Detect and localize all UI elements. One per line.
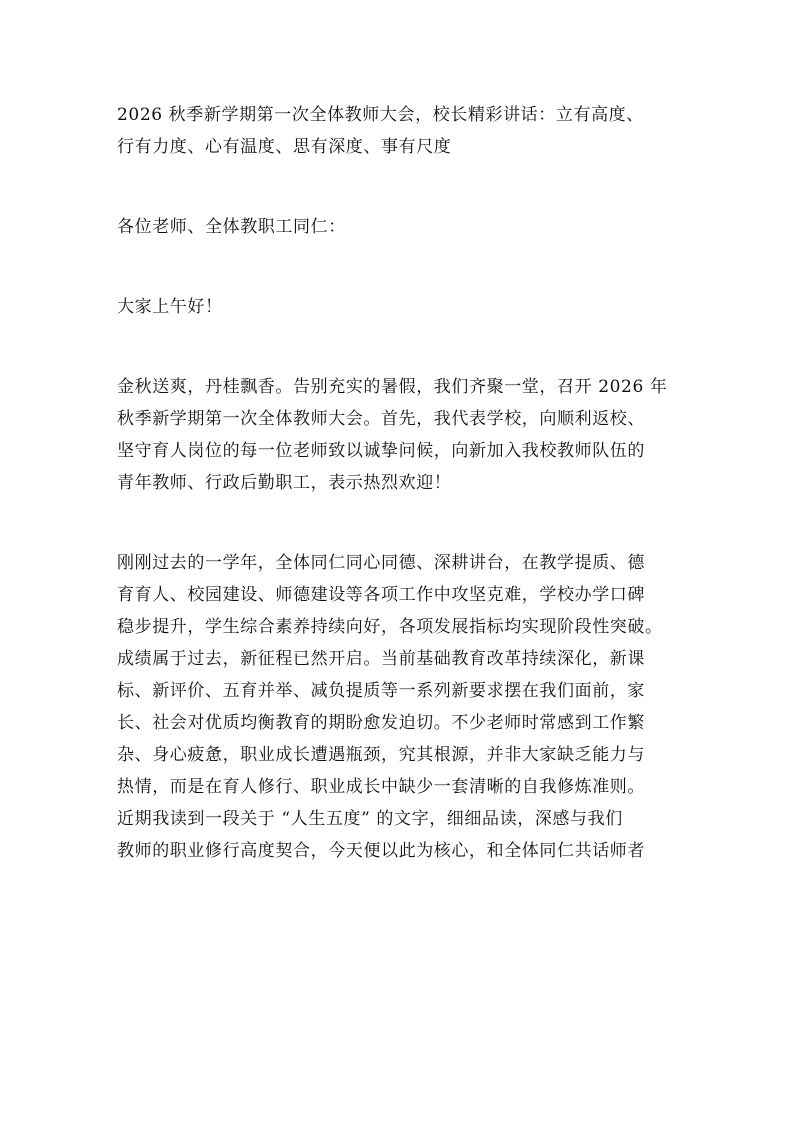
paragraph-line: 青年教师、行政后勤职工，表示热烈欢迎！: [117, 473, 452, 493]
paragraph-line: 育育人、校园建设、师德建设等各项工作中攻坚克难，学校办学口碑: [117, 585, 645, 605]
paragraph-opening: [117, 371, 677, 499]
paragraph-line: 稳步提升，学生综合素养持续向好，各项发展指标均实现阶段性突破。: [117, 617, 663, 637]
paragraph-line: 近期我读到一段关于 “人生五度” 的文字，细细品读，深感与我们: [117, 809, 623, 829]
paragraph-line: 热情，而是在育人修行、职业成长中缺少一套清晰的自我修炼准则。: [117, 777, 645, 797]
greeting: 大家上午好！: [117, 297, 223, 317]
document-body: [117, 99, 677, 867]
paragraph-line: 坚守育人岗位的每一位老师致以诚挚问候，向新加入我校教师队伍的: [117, 441, 645, 461]
paragraph-review: [117, 547, 677, 867]
salutation: 各位老师、全体教职工同仁：: [117, 217, 346, 237]
title-line: 2026 秋季新学期第一次全体教师大会，校长精彩讲话：立有高度、: [117, 105, 644, 125]
paragraph-line: 成绩属于过去，新征程已然开启。当前基础教育改革持续深化，新课: [117, 649, 645, 669]
paragraph-line: 金秋送爽，丹桂飘香。告别充实的暑假，我们齐聚一堂，召开 2026 年: [117, 377, 668, 397]
paragraph-line: 刚刚过去的一学年，全体同仁同心同德、深耕讲台，在教学提质、德: [117, 553, 645, 573]
paragraph-line: 杂、身心疲惫，职业成长遭遇瓶颈，究其根源，并非大家缺乏能力与: [117, 745, 645, 765]
document-title: [117, 99, 677, 163]
paragraph-line: 标、新评价、五育并举、减负提质等一系列新要求摆在我们面前，家: [117, 681, 645, 701]
paragraph-line: 秋季新学期第一次全体教师大会。首先，我代表学校，向顺利返校、: [117, 409, 645, 429]
paragraph-line: 教师的职业修行高度契合，今天便以此为核心，和全体同仁共话师者: [117, 841, 645, 861]
paragraph-line: 长、社会对优质均衡教育的期盼愈发迫切。不少老师时常感到工作繁: [117, 713, 645, 733]
title-line: 行有力度、心有温度、思有深度、事有尺度: [117, 137, 452, 157]
